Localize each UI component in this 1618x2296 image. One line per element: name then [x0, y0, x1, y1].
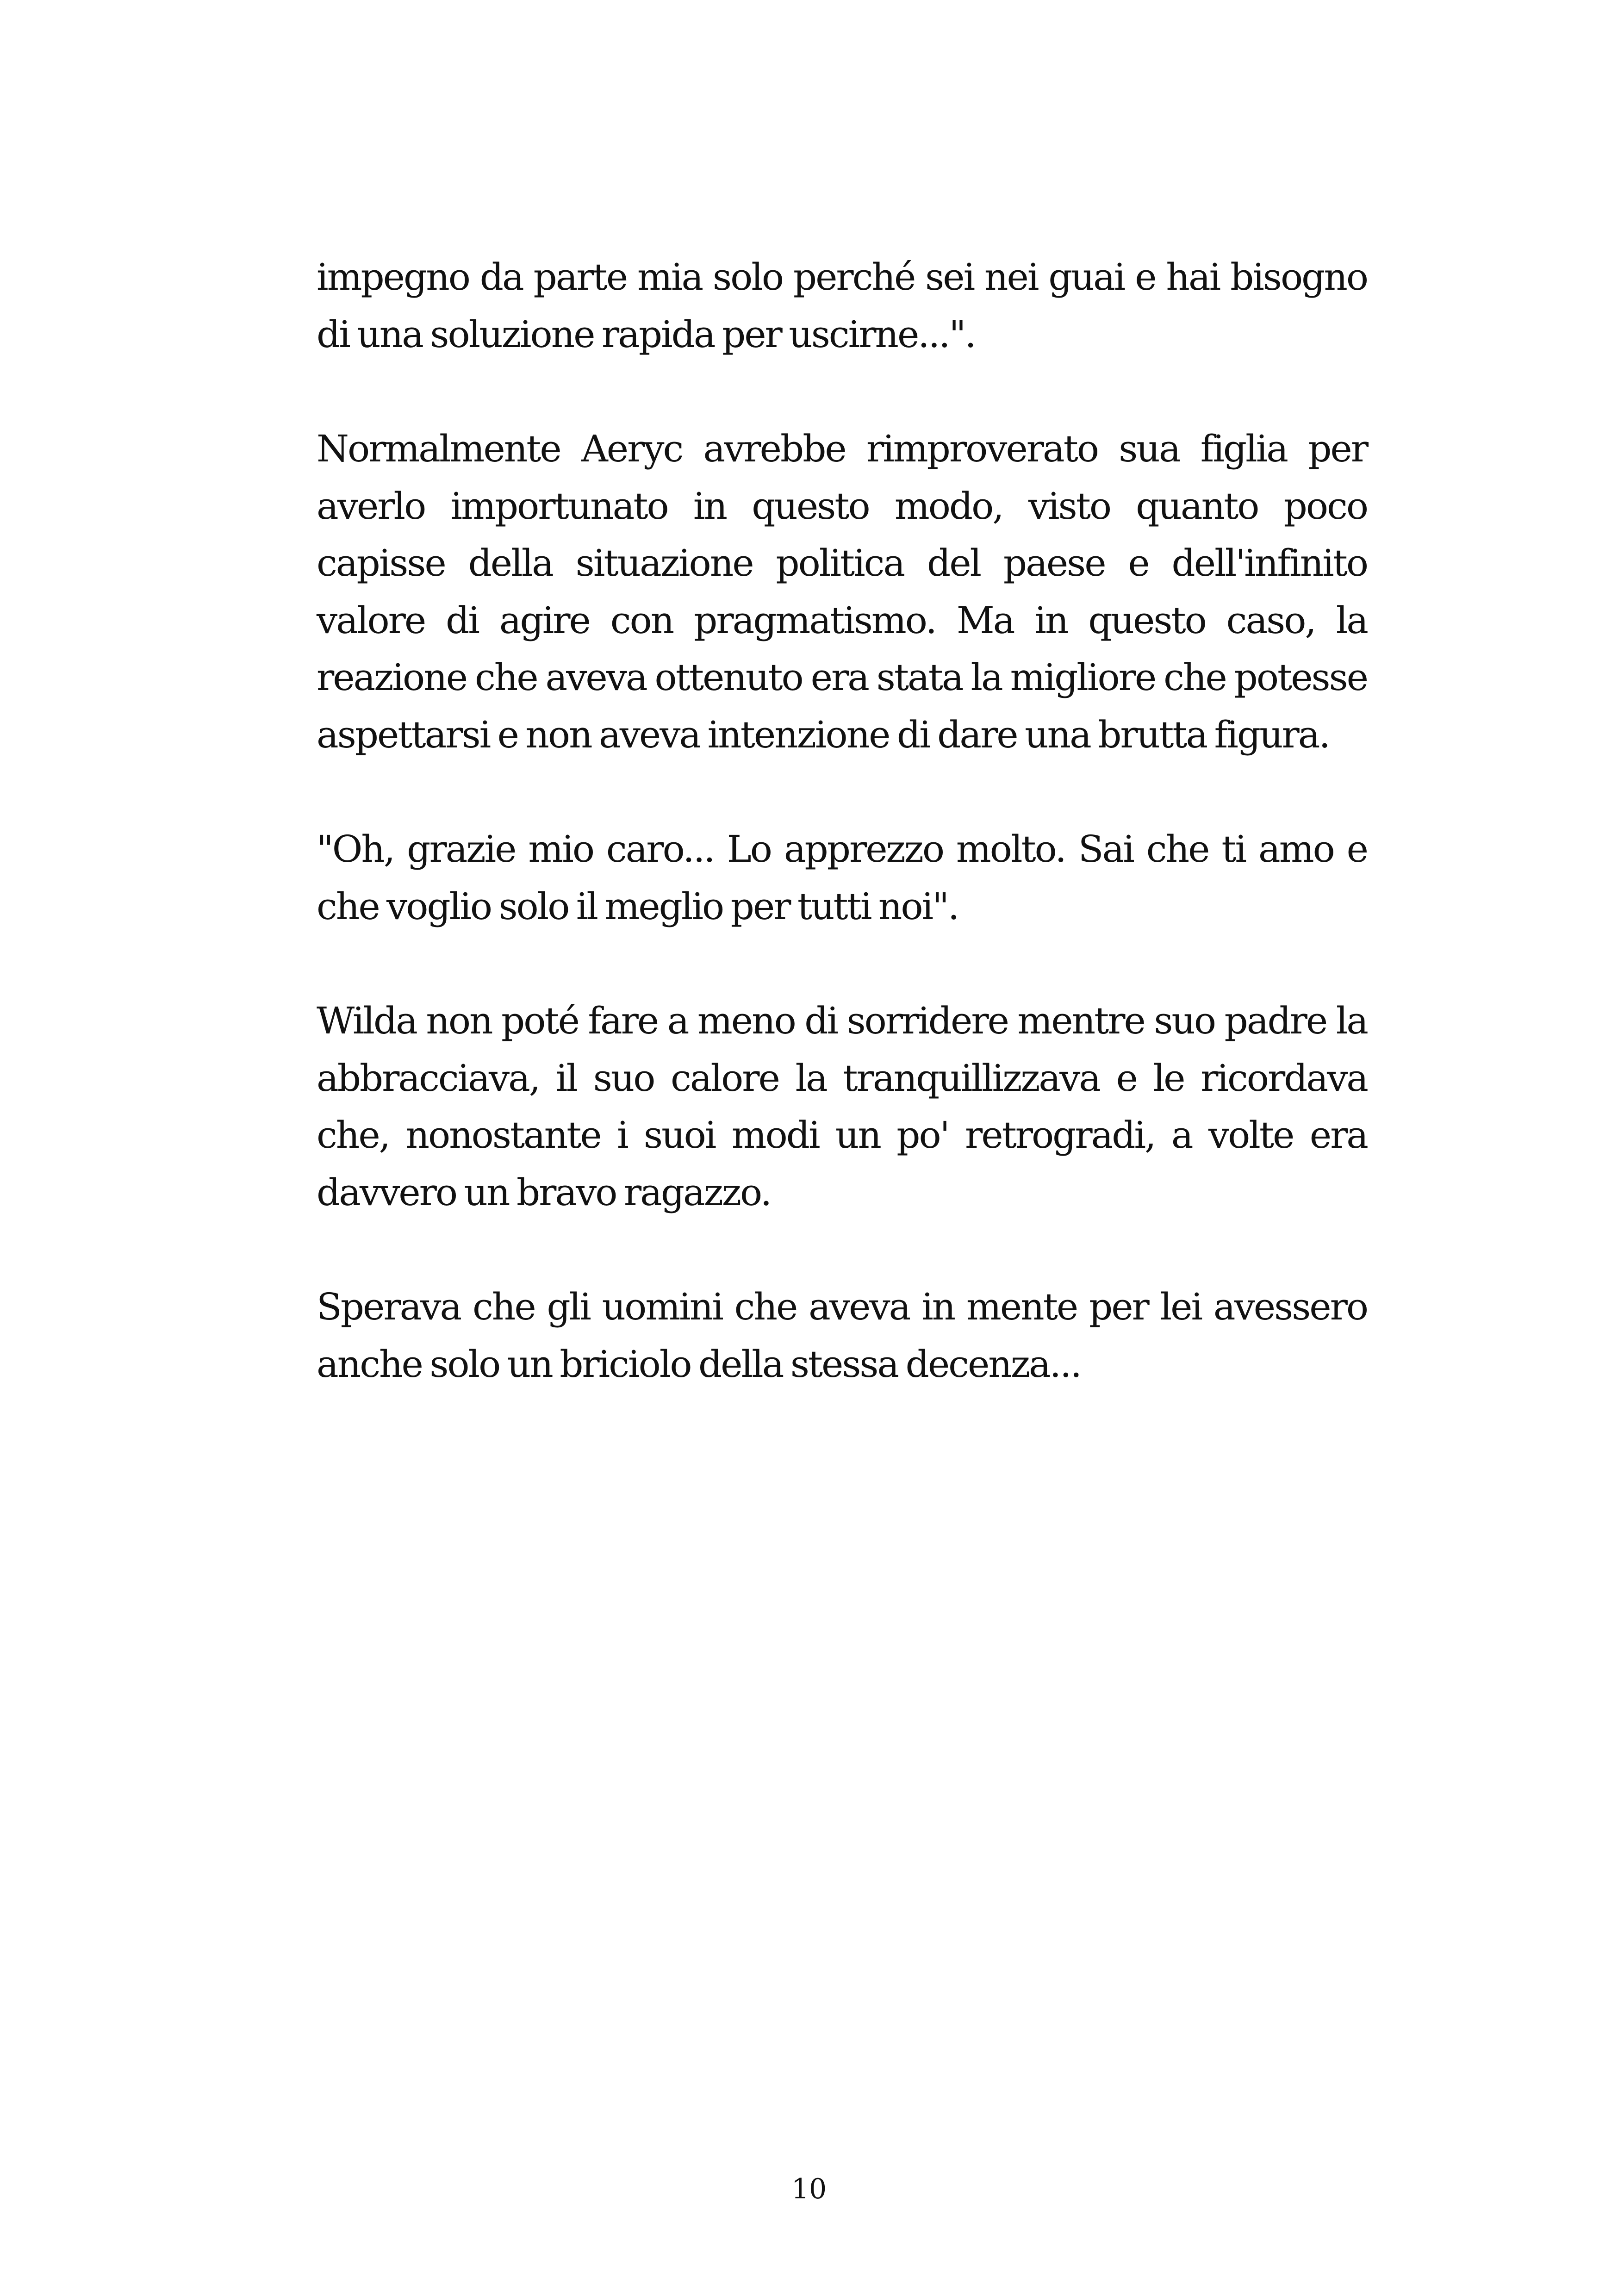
paragraph-1: impegno da parte mia solo perché sei nei guai e hai bisogno di una soluzione rapida per uscirne...". — [317, 255, 1367, 356]
paragraph-4: Wilda non poté fare a meno di sorridere mentre suo padre la abbracciava, il suo calore la tranquillizzava e le ricordava che, nonostante i suoi modi un po' retrogradi, a volte era davvero un bravo ragazzo. — [317, 999, 1367, 1214]
page-number: 10 — [791, 2173, 827, 2205]
paragraph-5: Sperava che gli uomini che aveva in mente per lei avessero anche solo un briciolo della stessa decenza... — [317, 1285, 1367, 1386]
body-text — [317, 249, 1367, 1393]
paragraph-2: Normalmente Aeryc avrebbe rimproverato sua figlia per averlo importunato in questo modo, visto quanto poco capisse della situazione politica del paese e dell'infinito valore di agire con pragmatismo. Ma in questo caso, la reazione che aveva ottenuto era stata la migliore che potesse aspettarsi e non aveva intenzione di dare una brutta figura. — [317, 427, 1367, 756]
paragraph-3: "Oh, grazie mio caro... Lo apprezzo molto. Sai che ti amo e che voglio solo il meglio per tutti noi". — [317, 828, 1367, 928]
